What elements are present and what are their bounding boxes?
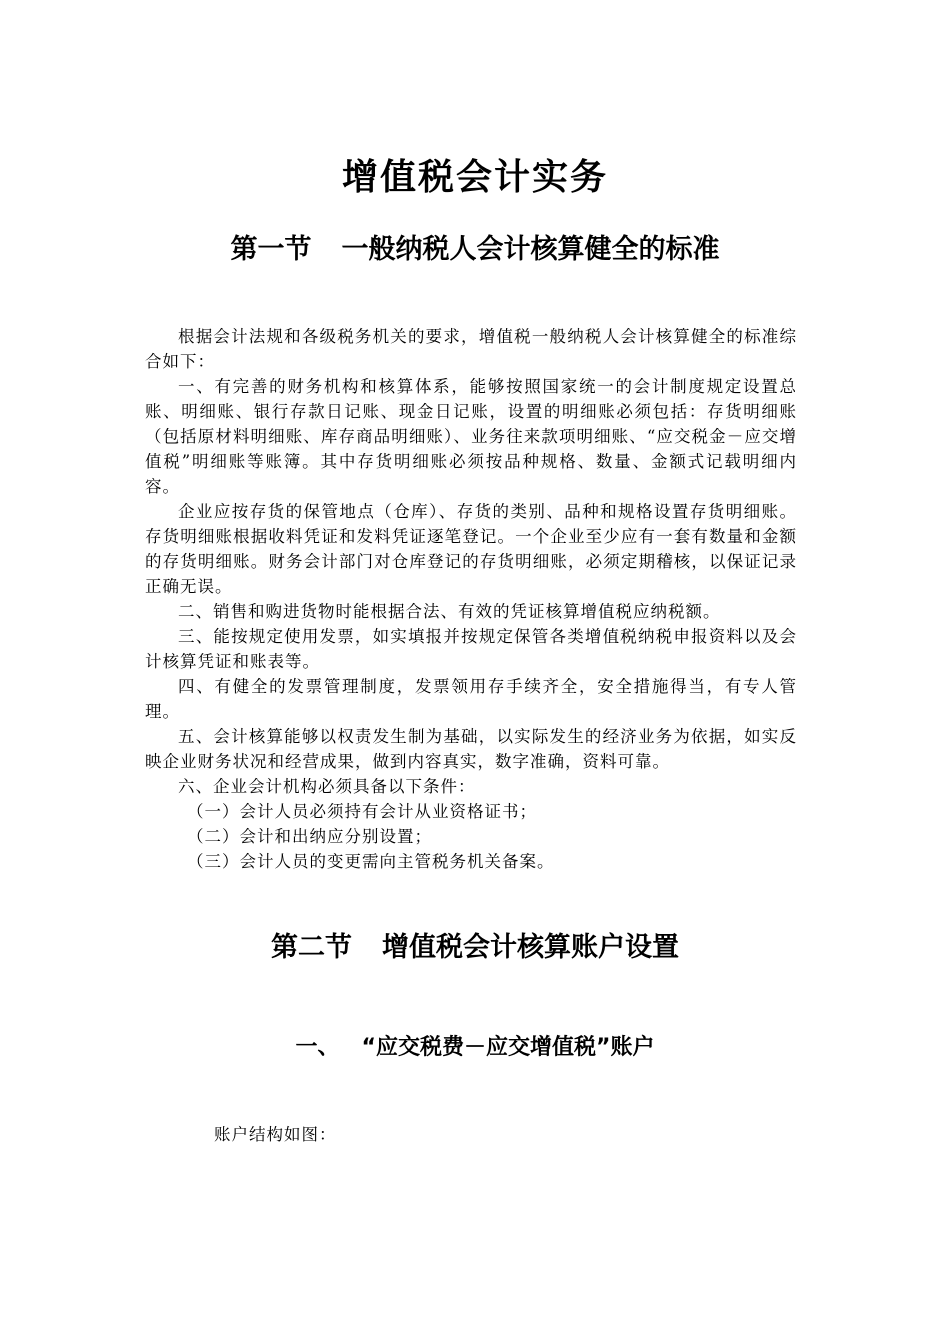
- paragraph-item-1: 一、有完善的财务机构和核算体系，能够按照国家统一的会计制度规定设置总账、明细账、银行存款日记账、现金日记账，设置的明细账必须包括：存货明细账（包括原材料明细账、库存商品明细账）、业务往来款项明细账、“应交税金－应交增值税”明细账等账簿。其中存货明细账必须按品种规格、数量、金额式记载明细内容。: [145, 377, 797, 496]
- subsection-title: “应交税费－应交增值税”账户: [361, 1035, 655, 1060]
- document-title: 增值税会计实务: [341, 157, 608, 199]
- section-1-number: 第一节: [230, 234, 312, 265]
- list-item: （一）会计人员必须持有会计从业资格证书；: [187, 802, 537, 821]
- section-1-title: 一般纳税人会计核算健全的标准: [341, 234, 720, 265]
- paragraph-item-5: 五、会计核算能够以权责发生制为基础，以实际发生的经济业务为依据，如实反映企业财务状况和经营成果，做到内容真实，数字准确，资料可靠。: [145, 727, 797, 771]
- subsection-heading: [0, 1030, 950, 1066]
- section-2-title: 增值税会计核算账户设置: [382, 932, 679, 963]
- paragraph-item-3: 三、能按规定使用发票，如实填报并按规定保管各类增值税纳税申报资料以及会计核算凭证和账表等。: [145, 627, 797, 671]
- list-item: （二）会计和出纳应分别设置；: [187, 827, 432, 846]
- subsection-number: 一、: [295, 1035, 340, 1060]
- list-item: （三）会计人员的变更需向主管税务机关备案。: [187, 852, 555, 871]
- paragraph-item-6: 六、企业会计机构必须具备以下条件：: [178, 777, 476, 796]
- section-1-body: [145, 324, 797, 874]
- paragraph-item-2: 二、销售和购进货物时能根据合法、有效的凭证核算增值税应纳税额。: [178, 602, 721, 621]
- section-2-heading: [0, 928, 950, 968]
- paragraph-item-4: 四、有健全的发票管理制度，发票领用存手续齐全，安全措施得当，有专人管理。: [145, 677, 797, 721]
- section-2-number: 第二节: [271, 932, 352, 963]
- paragraph-intro: 根据会计法规和各级税务机关的要求，增值税一般纳税人会计核算健全的标准综合如下：: [145, 327, 797, 371]
- section-1-heading: [0, 230, 950, 270]
- paragraph-inventory: 企业应按存货的保管地点（仓库）、存货的类别、品种和规格设置存货明细账。存货明细账根据收料凭证和发料凭证逐笔登记。一个企业至少应有一套有数量和金额的存货明细账。财务会计部门对仓库登记的存货明细账，必须定期稽核，以保证记录正确无误。: [145, 502, 797, 596]
- account-structure-note: 账户结构如图：: [214, 1125, 337, 1144]
